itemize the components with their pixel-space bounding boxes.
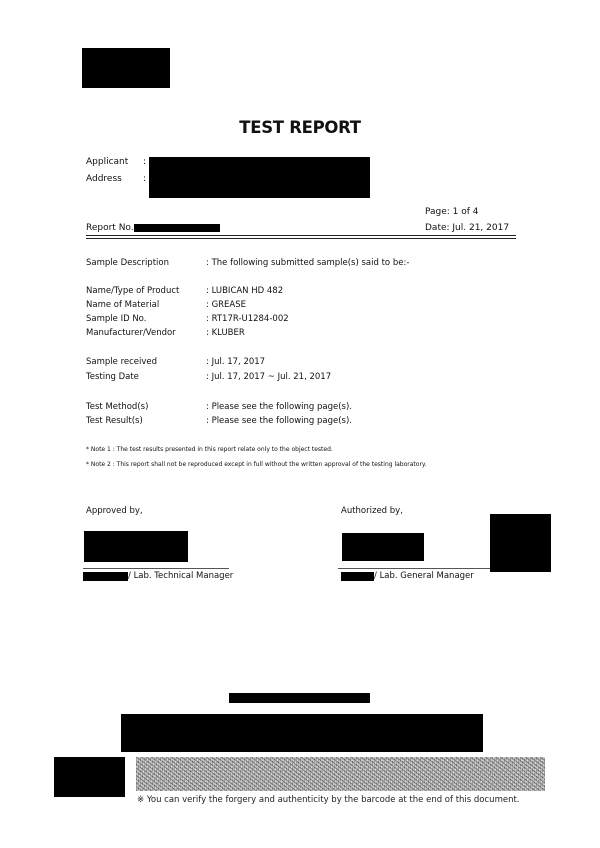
verify-note: ※ You can verify the forgery and authenticity by the barcode at the end of this document. <box>137 795 520 805</box>
report-date: Date: Jul. 21, 2017 <box>425 223 510 233</box>
sample-description-label: Sample Description <box>86 258 169 268</box>
report-no-label: Report No. <box>86 223 134 233</box>
footer-line-redaction <box>229 693 370 703</box>
note-1: * Note 1 : The test results presented in this report relate only to the object tested. <box>86 446 333 453</box>
field-value: : GREASE <box>206 300 247 310</box>
approved-role: / Lab. Technical Manager <box>128 571 234 581</box>
approved-signature-redaction <box>84 531 188 562</box>
authorized-role: / Lab. General Manager <box>374 571 474 581</box>
applicant-redaction <box>149 157 370 198</box>
field-value: : Please see the following page(s). <box>206 402 352 412</box>
report-title: TEST REPORT <box>239 118 361 137</box>
field-label: Test Method(s) <box>86 402 149 412</box>
logo-redaction <box>82 48 170 88</box>
address-colon: : <box>143 174 147 184</box>
security-barcode-pattern <box>136 757 545 791</box>
stamp-redaction <box>490 514 551 572</box>
authorized-signature-line <box>338 568 490 569</box>
field-label: Sample received <box>86 357 158 367</box>
footer-logo-redaction <box>54 757 125 797</box>
field-label: Sample ID No. <box>86 314 147 324</box>
applicant-label: Applicant <box>86 157 129 167</box>
field-value: : KLUBER <box>206 328 245 338</box>
field-label: Testing Date <box>86 372 139 382</box>
sample-description-value: : The following submitted sample(s) said to be:- <box>206 258 410 268</box>
field-value: : Jul. 17, 2017 <box>206 357 266 367</box>
authorized-signature-redaction <box>342 533 424 561</box>
header-rule-top <box>86 235 516 236</box>
report-no-redaction <box>134 224 220 232</box>
field-label: Manufacturer/Vendor <box>86 328 176 338</box>
approved-name-redaction <box>83 572 128 581</box>
field-label: Name/Type of Product <box>86 286 180 296</box>
address-label: Address <box>86 174 122 184</box>
applicant-colon: : <box>143 157 147 167</box>
approved-by-label: Approved by, <box>86 506 143 516</box>
approved-signature-line <box>83 568 229 569</box>
authorized-name-redaction <box>341 572 374 581</box>
footer-block-redaction <box>121 714 483 752</box>
field-value: : Please see the following page(s). <box>206 416 352 426</box>
note-2: * Note 2 : This report shall not be reproduced except in full without the written approval of the testing laboratory. <box>86 461 427 468</box>
field-label: Name of Material <box>86 300 160 310</box>
field-value: : LUBICAN HD 482 <box>206 286 284 296</box>
field-label: Test Result(s) <box>86 416 143 426</box>
authorized-by-label: Authorized by, <box>341 506 403 516</box>
page-number: Page: 1 of 4 <box>425 207 479 217</box>
field-value: : Jul. 17, 2017 ~ Jul. 21, 2017 <box>206 372 332 382</box>
field-value: : RT17R-U1284-002 <box>206 314 289 324</box>
header-rule-bottom <box>86 238 516 239</box>
